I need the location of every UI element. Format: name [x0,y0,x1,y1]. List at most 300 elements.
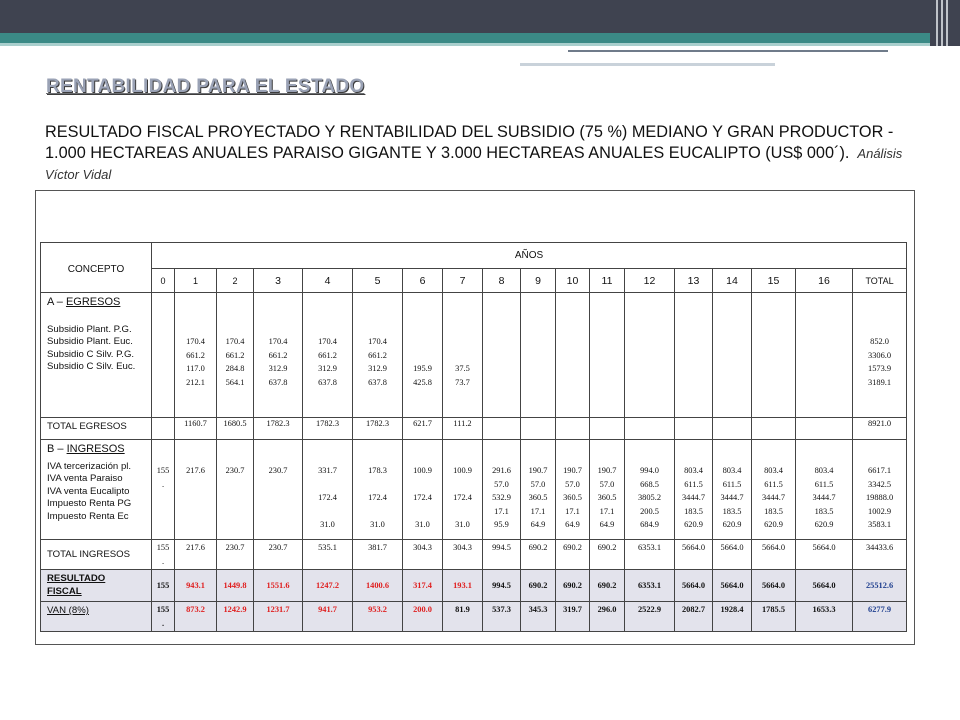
total-egresos-cell [713,418,752,440]
total-egresos-cell: 1160.7 [175,418,217,440]
decorative-line [520,63,775,66]
year-header: 13 [675,269,713,293]
cell-value: 852.0 [870,337,889,346]
cell-value: 170.4 [318,337,337,346]
slide-accent-bar [0,33,930,43]
cell-value: 183.5 [684,506,703,516]
total-ingresos-cell [853,540,907,570]
year-header: 11 [590,269,625,293]
year-header: 10 [556,269,590,293]
cell-value: 100.9 [453,466,472,475]
van-cell [254,602,303,632]
total-ingresos-row [41,540,907,570]
header-row [41,243,907,269]
resultado-fiscal-cell: 690.2 [521,570,556,602]
total-ingresos-cell [556,540,590,570]
van-cell [443,602,483,632]
egresos-cell [796,293,853,418]
total-egresos-cell: 111.2 [443,418,483,440]
cell-value: 690.2 [528,543,548,552]
total-egresos-label: TOTAL EGRESOS [41,418,152,440]
cell-value: . [161,618,165,628]
total-egresos-cell [752,418,796,440]
cell-value: 37.5 [455,364,470,374]
cell-value: 690.2 [597,543,617,552]
cell-value: 183.5 [722,506,742,516]
years-header: AÑOS [152,243,907,269]
cell-value: 172.4 [453,493,472,503]
cell-value: 661.2 [268,350,288,360]
total-egresos-cell [521,418,556,440]
cell-value: 3342.5 [868,479,892,489]
resultado-fiscal-cell: 1247.2 [303,570,353,602]
van-cell [590,602,625,632]
year-header: 6 [403,269,443,293]
cell-value [354,478,401,492]
total-ingresos-cell [752,540,796,570]
cell-value: 1242.9 [223,605,247,614]
cell-value: 1573.9 [868,364,892,374]
total-ingresos-label: TOTAL INGRESOS [41,540,152,570]
cell-value: 5664.0 [681,543,706,552]
cell-value: 31.0 [455,520,470,530]
cell-value [404,335,441,349]
cell-value: 100.9 [413,466,432,475]
total-ingresos-cell [303,540,353,570]
cell-value: 637.8 [268,377,288,387]
van-cell [303,602,353,632]
cell-value: 684.9 [640,520,659,530]
cell-value: 360.5 [528,493,548,503]
ingresos-cell [625,440,675,540]
cell-value: 661.2 [318,350,337,360]
cell-value: 803.4 [684,466,703,475]
total-egresos-cell [152,418,175,440]
total-egresos-cell [556,418,590,440]
cell-value: 172.4 [318,493,337,503]
cell-value: 212.1 [186,377,205,387]
cell-value: 195.9 [413,364,432,374]
cell-value: 17.1 [565,506,580,516]
cell-value: 803.4 [722,466,742,475]
cell-value: 611.5 [814,479,834,489]
egresos-cell [217,293,254,418]
ingresos-cell [752,440,796,540]
cell-value: 803.4 [764,466,783,475]
cell-value: 611.5 [722,479,742,489]
slide-subtitle [45,122,925,185]
egresos-cell [556,293,590,418]
cell-value: 6353.1 [637,543,662,552]
ingresos-cell [152,440,175,540]
cell-value: 620.9 [722,520,742,530]
cell-value: 564.1 [225,377,245,387]
cell-value: 73.7 [455,377,470,387]
cell-value: 170.4 [368,337,387,346]
egresos-cell [353,293,403,418]
cell-value: 230.7 [225,543,245,552]
year-header: TOTAL [853,269,907,293]
cell-value: 637.8 [318,377,337,387]
cell-value [444,505,481,519]
cell-value: 170.4 [186,337,205,346]
cell-value: 57.0 [494,479,509,489]
egresos-cell [625,293,675,418]
total-ingresos-cell [625,540,675,570]
cell-value: 3805.2 [637,493,662,503]
cell-value: 172.4 [413,493,432,503]
subtitle-text: RESULTADO FISCAL PROYECTADO Y RENTABILIDAD DEL SUBSIDIO (75 %) MEDIANO Y GRAN PRODUCTOR - 1.000 HECTAREAS ANUALES PARAISO GIGANTE Y 3.000 HECTAREAS ANUALES EUCALIPTO (US$ 000´). [45,123,894,162]
cell-value: 17.1 [599,506,615,516]
cell-value: 611.5 [764,479,783,489]
total-egresos-cell: 621.7 [403,418,443,440]
cell-value: 312.9 [318,364,337,374]
resultado-fiscal-cell: 1449.8 [217,570,254,602]
cell-value: 64.9 [599,520,615,530]
cell-value: 155 [156,543,170,552]
cell-value: 230.7 [268,543,288,552]
total-ingresos-cell [254,540,303,570]
cell-value: 117.0 [186,364,205,374]
resultado-fiscal-cell: 155 [152,570,175,602]
cell-value: 3444.7 [761,493,786,503]
cell-value: 2082.7 [681,605,706,614]
cell-value: 803.4 [814,466,834,475]
total-ingresos-cell [217,540,254,570]
ingresos-row [41,440,907,540]
cell-value: 57.0 [530,479,546,489]
cell-value: 3444.7 [812,493,836,503]
resultado-fiscal-cell: 5664.0 [675,570,713,602]
total-ingresos-cell [353,540,403,570]
cell-value: 57.0 [565,479,580,489]
ingresos-cell [556,440,590,540]
cell-value: 190.7 [528,466,548,475]
cell-value: 3444.7 [720,493,744,503]
cell-value: 6277.9 [868,605,892,614]
author-credit: Análisis Víctor Vidal [45,146,903,182]
egresos-cell [152,293,175,418]
cell-value: 637.8 [368,377,387,387]
cell-value [444,349,481,363]
van-cell [521,602,556,632]
resultado-fiscal-cell: 5664.0 [796,570,853,602]
van-cell [152,602,175,632]
cell-value: 230.7 [268,466,288,475]
year-header: 1 [175,269,217,293]
cell-value: 661.2 [368,350,387,360]
cell-value [444,478,481,492]
egresos-cell [443,293,483,418]
cell-value: 532.9 [492,493,511,503]
total-ingresos-cell [175,540,217,570]
section-prefix: B – [47,443,67,455]
total-egresos-cell: 1782.3 [303,418,353,440]
cell-value: IVA venta Eucalipto [47,485,130,497]
cell-value: 170.4 [225,337,245,346]
ingresos-cell [590,440,625,540]
cell-value: 190.7 [597,466,617,475]
cell-value: 1002.9 [868,506,892,516]
cell-value: Subsidio C Silv. Euc. [47,361,136,373]
cell-value: Subsidio Plant. P.G. [47,324,132,335]
egresos-cell [713,293,752,418]
egresos-cell [853,293,907,418]
ingresos-cell [403,440,443,540]
cell-value [404,349,441,363]
total-ingresos-cell [483,540,521,570]
cell-value: IVA venta Paraiso [47,473,123,485]
section-prefix: A – [47,296,66,308]
resultado-fiscal-cell: 690.2 [556,570,590,602]
van-cell [796,602,853,632]
resultado-fiscal-row [41,570,907,602]
cell-value [354,505,401,519]
egresos-cell [403,293,443,418]
cell-value: 304.3 [413,543,432,552]
total-egresos-cell: 1782.3 [254,418,303,440]
year-header: 3 [254,269,303,293]
years-row [41,269,907,293]
slide-title: RENTABILIDAD PARA EL ESTADO [46,76,365,97]
ingresos-cell [675,440,713,540]
cell-value: 81.9 [455,605,470,614]
egresos-cell [590,293,625,418]
cell-value: 64.9 [565,520,580,530]
section-word: INGRESOS [66,443,125,455]
resultado-fiscal-cell: 943.1 [175,570,217,602]
total-egresos-cell [675,418,713,440]
total-ingresos-cell [152,540,175,570]
cell-value: 319.7 [563,605,582,614]
year-header: 0 [152,269,175,293]
cell-value: 34433.6 [865,543,894,552]
cell-value: 31.0 [320,520,335,530]
cell-value: 304.3 [453,543,472,552]
cell-value: 620.9 [684,520,703,530]
cell-value: 5664.0 [761,543,786,552]
ingresos-cell [796,440,853,540]
van-label: VAN (8%) [41,602,152,632]
total-egresos-cell [483,418,521,440]
cell-value: . [161,556,165,566]
cell-value: 200.5 [640,506,659,516]
ingresos-cell [443,440,483,540]
total-egresos-cell: 1782.3 [353,418,403,440]
slide-top-bar [0,0,960,33]
cell-value: 611.5 [684,479,703,489]
cell-value: 31.0 [415,520,430,530]
resultado-fiscal-cell: 1400.6 [353,570,403,602]
van-cell [483,602,521,632]
cell-value [304,478,351,492]
slide-corner-decoration [930,0,960,46]
van-cell [752,602,796,632]
cell-value: 1231.7 [266,605,290,614]
cell-value: 360.5 [597,493,617,503]
total-ingresos-cell [796,540,853,570]
egresos-cell [303,293,353,418]
cell-value: Impuesto Renta PG [47,498,132,510]
van-cell [675,602,713,632]
year-header: 9 [521,269,556,293]
cell-value: 620.9 [764,520,783,530]
year-header: 15 [752,269,796,293]
ingresos-cell [483,440,521,540]
ingresos-cell [713,440,752,540]
fiscal-results-table [40,242,907,632]
cell-value [444,335,481,349]
van-row [41,602,907,632]
egresos-concepts [41,293,152,418]
cell-value: Subsidio C Silv. P.G. [47,348,135,360]
slide-accent-bar-light [0,43,930,46]
cell-value: 994.5 [492,543,511,552]
year-header: 16 [796,269,853,293]
label-line: FISCAL [47,585,82,597]
cell-value: 31.0 [370,520,385,530]
cell-value: 57.0 [599,479,615,489]
cell-value: 3189.1 [868,377,892,387]
ingresos-cell [175,440,217,540]
total-egresos-cell: 8921.0 [853,418,907,440]
cell-value: 535.1 [318,543,337,552]
cell-value: 537.3 [492,605,511,614]
egresos-title [47,296,145,308]
cell-value: 668.5 [640,479,659,489]
egresos-cell [483,293,521,418]
cell-value: Impuesto Renta Ec [47,510,129,522]
cell-value: 155 [156,605,170,614]
year-header: 8 [483,269,521,293]
van-cell [853,602,907,632]
resultado-fiscal-cell: 5664.0 [713,570,752,602]
ingresos-cell [254,440,303,540]
resultado-fiscal-cell: 25512.6 [853,570,907,602]
cell-value: . [161,479,165,489]
cell-value: 284.8 [225,364,245,374]
cell-value: 2522.9 [637,605,662,614]
egresos-row [41,293,907,418]
cell-value: 5664.0 [812,543,836,552]
total-ingresos-cell [521,540,556,570]
resultado-fiscal-cell: 317.4 [403,570,443,602]
cell-value: 620.9 [814,520,834,530]
ingresos-cell [521,440,556,540]
ingresos-title [47,443,145,455]
cell-value: 17.1 [494,506,509,516]
cell-value: 291.6 [492,466,511,475]
cell-value: 312.9 [368,364,387,374]
resultado-fiscal-cell: 1551.6 [254,570,303,602]
year-header: 5 [353,269,403,293]
cell-value: 873.2 [186,605,205,614]
cell-value: 941.7 [318,605,337,614]
ingresos-cell [853,440,907,540]
cell-value: 95.9 [494,520,509,530]
cell-value: 331.7 [318,466,337,475]
van-cell [713,602,752,632]
egresos-cell [175,293,217,418]
cell-value: 381.7 [368,543,387,552]
cell-value: 17.1 [530,506,546,516]
section-word: EGRESOS [65,296,121,308]
total-ingresos-cell [713,540,752,570]
label-line: RESULTADO [47,573,106,585]
van-cell [217,602,254,632]
cell-value [404,478,441,492]
ingresos-cell [217,440,254,540]
total-ingresos-cell [590,540,625,570]
cell-value: 994.0 [640,466,659,475]
total-ingresos-cell [443,540,483,570]
cell-value: 425.8 [413,377,432,387]
cell-value: 3306.0 [868,350,892,360]
van-cell [403,602,443,632]
van-cell [625,602,675,632]
cell-value: 296.0 [597,605,617,614]
cell-value: 5664.0 [720,543,744,552]
total-egresos-row [41,418,907,440]
cell-value: 312.9 [268,364,288,374]
year-header: 12 [625,269,675,293]
cell-value: 190.7 [563,466,582,475]
resultado-fiscal-label [41,570,152,602]
total-egresos-cell [796,418,853,440]
cell-value: Subsidio Plant. Euc. [47,336,133,348]
cell-value: 345.3 [528,605,548,614]
van-cell [175,602,217,632]
cell-value: 183.5 [814,506,834,516]
year-header: 14 [713,269,752,293]
total-ingresos-cell [403,540,443,570]
cell-value: 178.3 [368,466,387,475]
cell-value: 155 [156,466,170,475]
egresos-cell [521,293,556,418]
cell-value: 953.2 [368,605,387,614]
resultado-fiscal-cell: 6353.1 [625,570,675,602]
cell-value: 183.5 [764,506,783,516]
cell-value: 230.7 [225,466,245,475]
cell-value: 217.6 [186,466,205,475]
cell-value: 1785.5 [761,605,786,614]
egresos-cell [675,293,713,418]
cell-value: 661.2 [186,350,205,360]
cell-value: IVA tercerización pl. [47,461,132,472]
total-egresos-cell: 1680.5 [217,418,254,440]
van-cell [556,602,590,632]
total-egresos-cell [590,418,625,440]
cell-value: 6617.1 [868,466,892,475]
cell-value: 661.2 [225,350,245,360]
cell-value: 172.4 [368,493,387,503]
cell-value: 3583.1 [868,520,892,530]
resultado-fiscal-cell: 5664.0 [752,570,796,602]
cell-value: 1653.3 [812,605,836,614]
concept-header: CONCEPTO [41,243,152,293]
resultado-fiscal-cell: 690.2 [590,570,625,602]
cell-value [304,505,351,519]
cell-value [404,505,441,519]
cell-value: 690.2 [563,543,582,552]
resultado-fiscal-cell: 193.1 [443,570,483,602]
total-ingresos-cell [675,540,713,570]
cell-value: 360.5 [563,493,582,503]
total-egresos-cell [625,418,675,440]
year-header: 2 [217,269,254,293]
cell-value: 217.6 [186,543,205,552]
van-cell [353,602,403,632]
